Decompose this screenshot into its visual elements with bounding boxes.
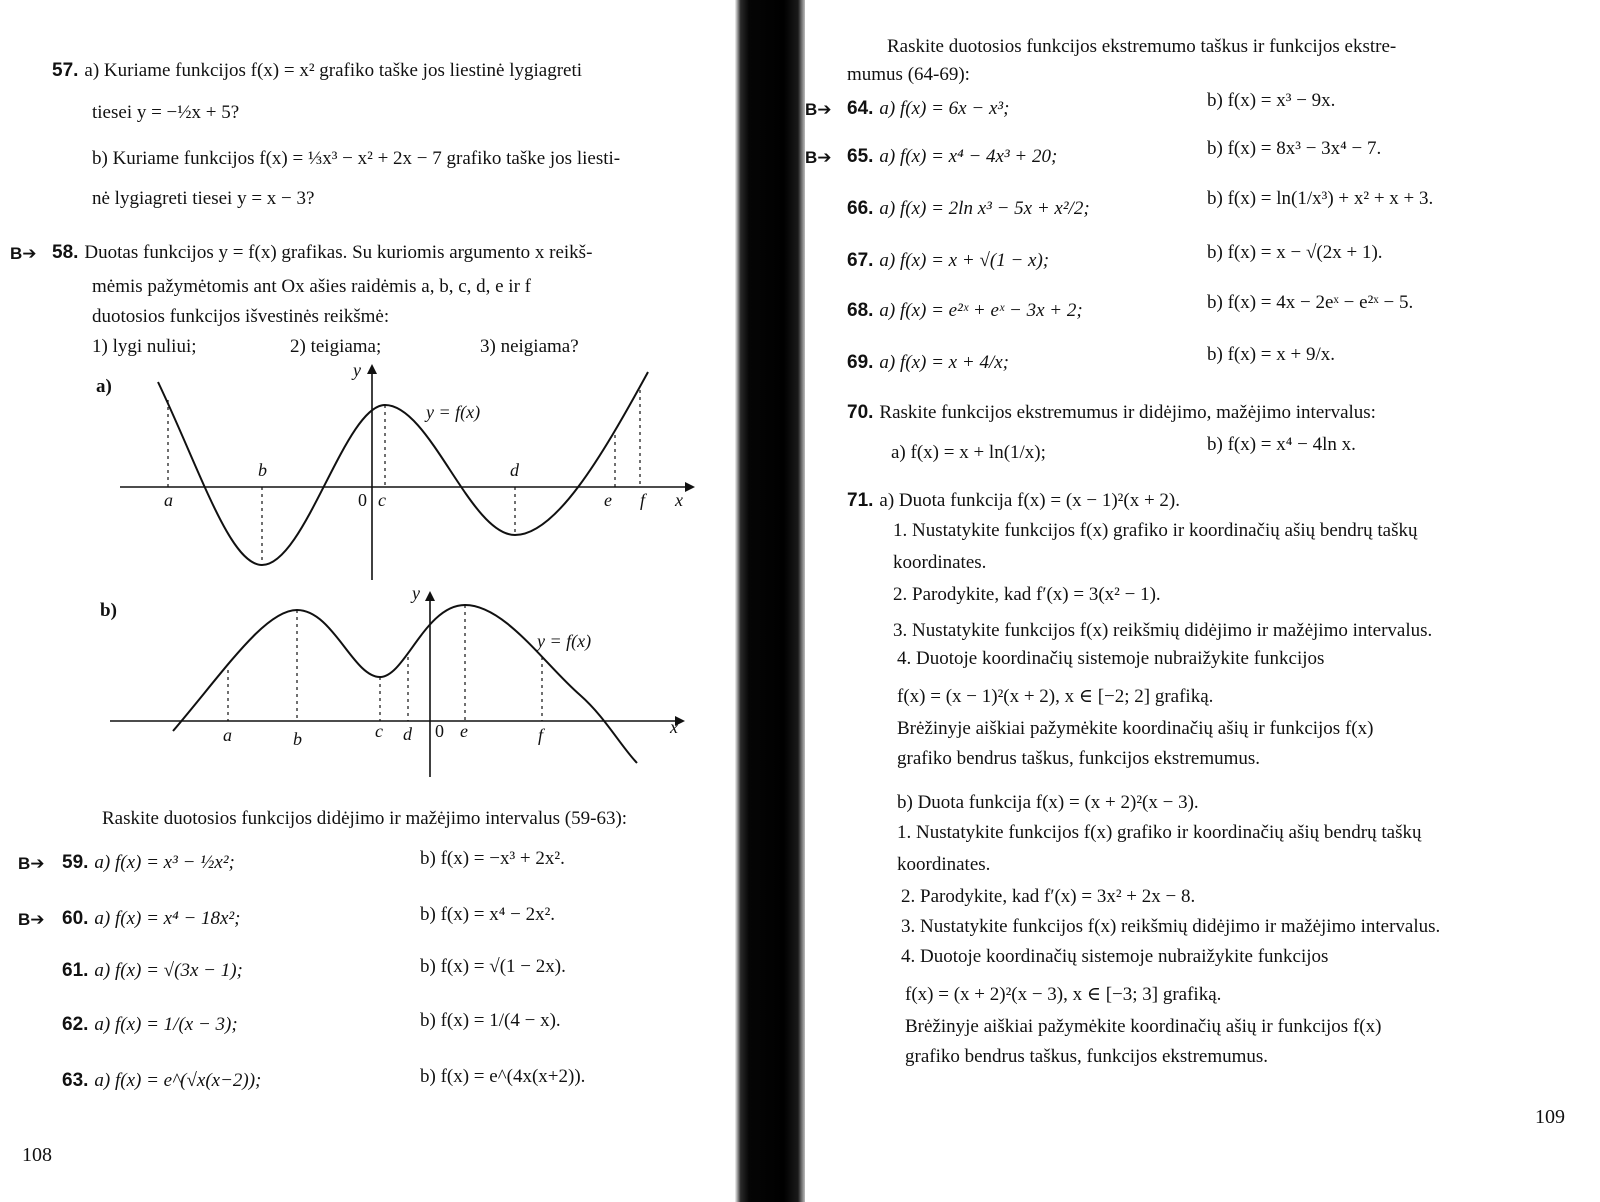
- graph-a-curve-label: y = f(x): [426, 402, 481, 422]
- problem-63-b: b) f(x) = e^(4x(x+2)).: [420, 1066, 586, 1087]
- problem-71-a3: 3. Nustatykite funkcijos f(x) reikšmių didėjimo ir mažėjimo intervalus.: [893, 620, 1433, 641]
- problem-71-a2: 2. Parodykite, kad f′(x) = 3(x² − 1).: [893, 584, 1161, 605]
- graph-b-point-a: a: [223, 725, 232, 745]
- graph-a-point-c: c: [378, 490, 386, 510]
- problem-67-b: b) f(x) = x − √(2x + 1).: [1207, 242, 1383, 263]
- graph-b-y-arrow: [425, 591, 435, 601]
- problem-58-line3: duotosios funkcijos išvestinės reikšmė:: [92, 306, 390, 327]
- problem-63-a: 63. a) f(x) = e^(√x(x−2));: [62, 1070, 262, 1091]
- problem-71-b-head: b) Duota funkcija f(x) = (x + 2)²(x − 3).: [897, 792, 1199, 813]
- problem-65-mark: B➔: [805, 148, 832, 167]
- problem-69-b: b) f(x) = x + 9/x.: [1207, 344, 1336, 365]
- problem-58-mark: B➔: [10, 244, 37, 263]
- problem-71-b1-line1: 1. Nustatykite funkcijos f(x) grafiko ir koordinačių ašių bendrų taškų: [897, 822, 1422, 843]
- problem-59-mark: B➔: [18, 854, 45, 873]
- problem-69-a: 69. a) f(x) = x + 4/x;: [847, 352, 1009, 373]
- problem-57-a-line2: tiesei y = −½x + 5?: [92, 102, 240, 123]
- problem-65-a: 65. a) f(x) = x⁴ − 4x³ + 20;: [847, 146, 1058, 167]
- problem-70-text: 70. Raskite funkcijos ekstremumus ir didėjimo, mažėjimo intervalus:: [847, 402, 1376, 423]
- problem-62-b: b) f(x) = 1/(4 − x).: [420, 1010, 561, 1031]
- intro-line1: Raskite duotosios funkcijos ekstremumo taškus ir funkcijos ekstre-: [887, 36, 1397, 57]
- problem-70-b: b) f(x) = x⁴ − 4ln x.: [1207, 434, 1356, 455]
- graph-a-x-arrow: [685, 482, 695, 492]
- problem-64-b: b) f(x) = x³ − 9x.: [1207, 90, 1336, 111]
- graph-b-curve-label: y = f(x): [537, 631, 592, 651]
- right-page: [805, 0, 1600, 1202]
- page-number-left: 108: [22, 1144, 52, 1166]
- problem-58-opt2: 2) teigiama;: [290, 336, 382, 357]
- problem-64-mark: B➔: [805, 100, 832, 119]
- left-page: [0, 0, 735, 1202]
- problem-67-a: 67. a) f(x) = x + √(1 − x);: [847, 250, 1050, 271]
- graph-a-y-label: y: [353, 360, 361, 380]
- graph-a-point-b: b: [258, 460, 267, 480]
- graph-b-label: b): [100, 600, 117, 621]
- problem-61-b: b) f(x) = √(1 − 2x).: [420, 956, 566, 977]
- problem-71-a-head: 71. a) Duota funkcija f(x) = (x − 1)²(x + 2).: [847, 490, 1180, 511]
- problem-71-b2: 2. Parodykite, kad f′(x) = 3x² + 2x − 8.: [901, 886, 1196, 907]
- book-gutter: [735, 0, 805, 1202]
- graph-a-point-a: a: [164, 490, 173, 510]
- intro-line2: mumus (64-69):: [847, 64, 970, 85]
- graph-a-point-d: d: [510, 460, 519, 480]
- problem-68-b: b) f(x) = 4x − 2eˣ − e²ˣ − 5.: [1207, 292, 1414, 313]
- problem-68-a: 68. a) f(x) = e²ˣ + eˣ − 3x + 2;: [847, 300, 1083, 321]
- problem-71-b4-line1: 4. Duotoje koordinačių sistemoje nubraižykite funkcijos: [901, 946, 1329, 967]
- graph-b: [105, 585, 705, 795]
- problem-62-a: 62. a) f(x) = 1/(x − 3);: [62, 1014, 238, 1035]
- problem-59-b: b) f(x) = −x³ + 2x².: [420, 848, 565, 869]
- graph-a-origin: 0: [358, 490, 367, 510]
- graph-b-point-f: f: [538, 725, 544, 745]
- problem-58-line1: 58. Duotas funkcijos y = f(x) grafikas. Su kuriomis argumento x reikš-: [52, 242, 593, 263]
- graph-b-point-e: e: [460, 721, 468, 741]
- page-number-right: 109: [1535, 1106, 1565, 1128]
- graph-b-x-label: x: [670, 717, 678, 737]
- problem-71-b1-line2: koordinates.: [897, 854, 991, 875]
- problem-58-opt3: 3) neigiama?: [480, 336, 579, 357]
- problem-71-a1-line2: koordinates.: [893, 552, 987, 573]
- problem-64-a: 64. a) f(x) = 6x − x³;: [847, 98, 1010, 119]
- graph-a-point-f: f: [640, 490, 646, 510]
- problem-58-opt1: 1) lygi nuliui;: [92, 336, 197, 357]
- problem-71-a-note2: grafiko bendrus taškus, funkcijos ekstremumus.: [897, 748, 1261, 769]
- problem-71-b3: 3. Nustatykite funkcijos f(x) reikšmių didėjimo ir mažėjimo intervalus.: [901, 916, 1441, 937]
- problem-66-a: 66. a) f(x) = 2ln x³ − 5x + x²/2;: [847, 198, 1090, 219]
- graph-a-x-label: x: [675, 490, 683, 510]
- problem-57-a-line1: 57. a) Kuriame funkcijos f(x) = x² grafiko taške jos liestinė lygiagreti: [52, 60, 583, 81]
- problem-57-b-line1: b) Kuriame funkcijos f(x) = ⅓x³ − x² + 2x − 7 grafiko taške jos liesti-: [92, 148, 621, 169]
- problem-71-a1-line1: 1. Nustatykite funkcijos f(x) grafiko ir koordinačių ašių bendrų taškų: [893, 520, 1418, 541]
- problem-57-b-line2: nė lygiagreti tiesei y = x − 3?: [92, 188, 315, 209]
- problem-58-line2: mėmis pažymėtomis ant Ox ašies raidėmis a, b, c, d, e ir f: [92, 276, 531, 297]
- graph-a-curve: [158, 372, 648, 565]
- problem-71-a4-line2: f(x) = (x − 1)²(x + 2), x ∈ [−2; 2] grafiką.: [897, 686, 1214, 707]
- graph-b-point-c: c: [375, 721, 383, 741]
- graph-b-point-d: d: [403, 724, 412, 744]
- problem-71-b-note1: Brėžinyje aiškiai pažymėkite koordinačių ašių ir funkcijos f(x): [905, 1016, 1382, 1037]
- graph-b-point-b: b: [293, 729, 302, 749]
- problem-71-b4-line2: f(x) = (x + 2)²(x − 3), x ∈ [−3; 3] grafiką.: [905, 984, 1222, 1005]
- graph-a-label: a): [96, 376, 112, 397]
- graph-a: [110, 360, 710, 590]
- problem-59-a: 59. a) f(x) = x³ − ½x²;: [62, 852, 235, 873]
- graph-b-y-label: y: [412, 585, 420, 603]
- graph-a-y-arrow: [367, 364, 377, 374]
- problem-71-b-note2: grafiko bendrus taškus, funkcijos ekstremumus.: [905, 1046, 1269, 1067]
- section-59-63-heading: Raskite duotosios funkcijos didėjimo ir mažėjimo intervalus (59-63):: [102, 808, 628, 829]
- graph-b-origin: 0: [435, 721, 444, 741]
- graph-a-point-e: e: [604, 490, 612, 510]
- problem-71-a-note1: Brėžinyje aiškiai pažymėkite koordinačių ašių ir funkcijos f(x): [897, 718, 1374, 739]
- problem-70-a: a) f(x) = x + ln(1/x);: [891, 442, 1046, 463]
- problem-66-b: b) f(x) = ln(1/x³) + x² + x + 3.: [1207, 188, 1434, 209]
- problem-60-b: b) f(x) = x⁴ − 2x².: [420, 904, 556, 925]
- problem-60-a: 60. a) f(x) = x⁴ − 18x²;: [62, 908, 241, 929]
- problem-71-a4-line1: 4. Duotoje koordinačių sistemoje nubraižykite funkcijos: [897, 648, 1325, 669]
- problem-61-a: 61. a) f(x) = √(3x − 1);: [62, 960, 243, 981]
- problem-60-mark: B➔: [18, 910, 45, 929]
- problem-65-b: b) f(x) = 8x³ − 3x⁴ − 7.: [1207, 138, 1382, 159]
